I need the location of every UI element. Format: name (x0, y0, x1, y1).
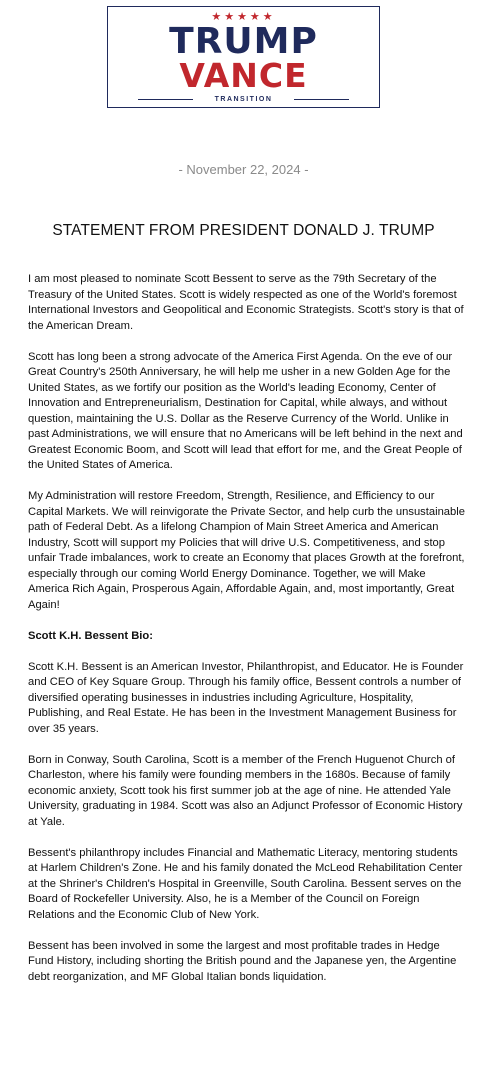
statement-paragraph-1: I am most pleased to nominate Scott Bessent to serve as the 79th Secretary of the Treasury of the United States. Scott is widely respected as one of the World's foremost International Investors and Geopolitical and Economic Strategists. Scott's story is that of the American Dream. (28, 273, 464, 332)
bio-heading: Scott K.H. Bessent Bio: (28, 629, 153, 642)
transition-logo (107, 6, 380, 108)
statement-body (28, 272, 468, 1001)
bio-paragraph-1: Scott K.H. Bessent is an American Investor, Philanthropist, and Educator. He is Founder and CEO of Key Square Group. Through his family office, Bessent controls a number of diversified operating businesses in industries including Agriculture, Hospitality, Publishing, and Real Estate. He has been in the Investment Management Business for over 35 years. (28, 660, 464, 735)
logo-transition-text: TRANSITION (214, 96, 273, 103)
logo-trump-text: TRUMP (169, 21, 318, 62)
statement-heading: STATEMENT FROM PRESIDENT DONALD J. TRUMP (52, 222, 435, 239)
logo-stars: ★★★★★ (211, 11, 276, 23)
statement-paragraph-3: My Administration will restore Freedom, Strength, Resilience, and Efficiency to our Capital Markets. We will reinvigorate the Private Sector, and help curb the unsustainable path of Federal Debt. As a lifelong Champion of Main Street America and American Industry, Scott will support my Policies that will drive U.S. Competitiveness, and stop unfair Trade imbalances, work to create an Economy that places Growth at the forefront, especially through our coming World Energy Dominance. Together, we will Make America Rich Again, Prosperous Again, Affordable Again, and, most importantly, Great Again! (28, 490, 465, 611)
statement-date: - November 22, 2024 - (178, 162, 309, 177)
statement-paragraph-2: Scott has long been a strong advocate of the America First Agenda. On the eve of our Great Country's 250th Anniversary, he will help me usher in a new Golden Age for the United States, as we fortify our position as the World's leading Economy, Center of Innovation and Entrepreneurialism, Destination for Capital, while always, and without question, maintaining the U.S. Dollar as the Reserve Currency of the World. Unlike in past Administrations, we will ensure that no Americans will be left behind in the next and Greatest Economic Boom, and Scott will lead that effort for me, and the Great People of the United States of America. (28, 350, 463, 471)
bio-paragraph-3: Bessent's philanthropy includes Financial and Mathematic Literacy, mentoring students at Harlem Children's Zone. He and his family donated the McLeod Rehabilitation Center at the Shriner's Children's Hospital in Greenville, South Carolina. Bessent serves on the Board of Rockefeller University. Also, he is a Member of the Council on Foreign Relations and the Economic Club of New York. (28, 846, 463, 921)
bio-paragraph-4: Bessent has been involved in some the largest and most profitable trades in Hedge Fund History, including shorting the British pound and the Japanese yen, the Argentine debt reorganization, and MF Global Italian bonds liquidation. (28, 939, 457, 983)
logo-vance-text: VANCE (179, 56, 308, 95)
bio-paragraph-2: Born in Conway, South Carolina, Scott is a member of the French Huguenot Church of Charleston, where his family were founding members in the 1680s. Because of family economic anxiety, Scott took his first summer job at the age of nine. He attended Yale University, graduating in 1984. Scott was also an Adjunct Professor of Economic History at Yale. (28, 753, 463, 828)
